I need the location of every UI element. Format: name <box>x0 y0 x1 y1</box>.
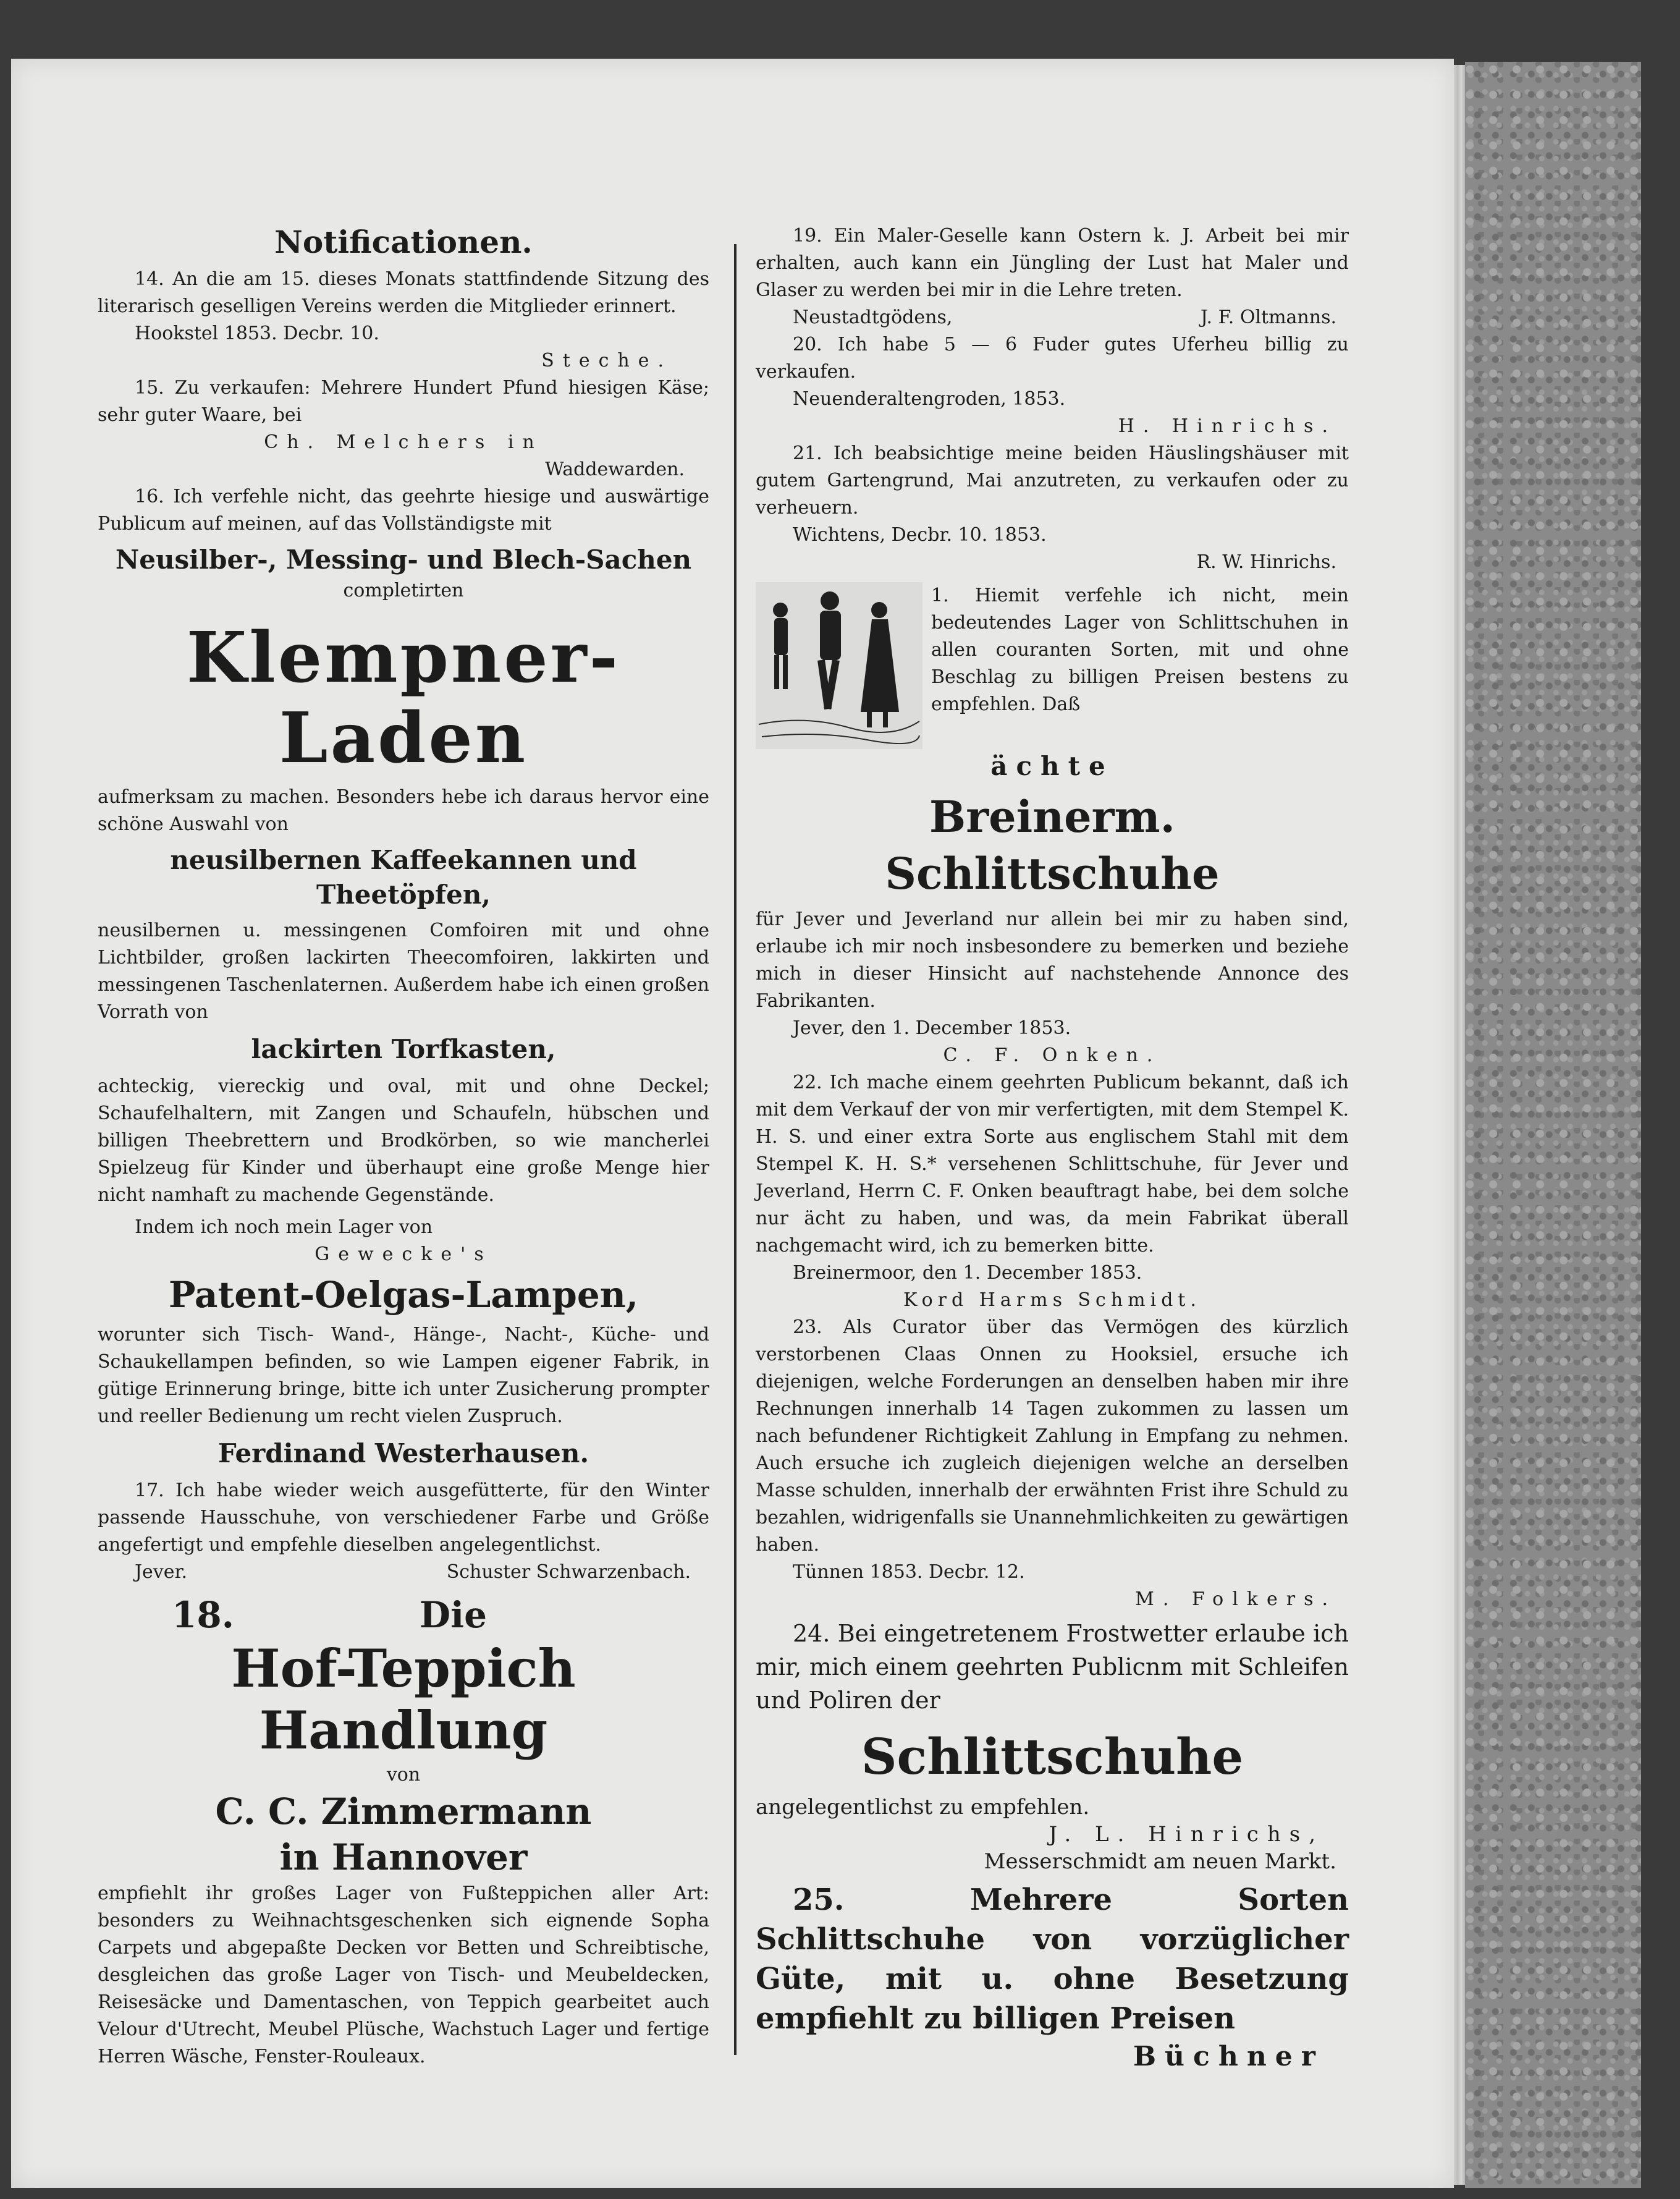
notice-19-signature: J. F. Oltmanns. <box>1200 307 1336 328</box>
notice-21-signature: R. W. Hinrichs. <box>1196 551 1336 573</box>
notice-16-goods-heading: Neusilber-, Messing- und Blech-Sachen <box>115 544 692 575</box>
notice-18-header <box>98 1592 709 1638</box>
notice-16-gewecke: Gewecke's <box>314 1244 492 1265</box>
book-cover-board <box>1465 62 1641 2188</box>
notice-22-text: 22. Ich mache einem geehrten Publicum bekannt, daß ich mit dem Verkauf der von mir verfertigten, mit dem Stempel K. H. S. und einer extra Sorte aus englischem Stahl mit dem Stempel K. H. S.* versehenen Schlittschuhe, für Jever und Jeverland, Herrn C. F. Onken beauftragt habe, bei dem solche nur ächt zu haben, und was, da mein Fabrikat überall nachgemacht wird, ich zu bemerken bitte. <box>756 1072 1349 1256</box>
notice-24-title: Messerschmidt am neuen Markt. <box>984 1849 1336 1874</box>
notice-21 <box>756 440 1349 576</box>
notice-16-intro: 16. Ich verfehle nicht, das geehrte hiesige und auswärtige Publicum auf meinen, auf das Vollständigste mit <box>98 486 709 535</box>
notice-16-p2: neusilbernen u. messingenen Comfoiren mit und ohne Lichtbilder, großen lackirten Theecomfoiren, lakkirten und messingenen Taschenlaternen. Außerdem habe ich einen großen Vorrath von <box>98 920 709 1023</box>
notice-24-text: 24. Bei eingetretenem Frostwetter erlaube ich mir, mich einem geehrten Publicnm mit Schleifen und Poliren der <box>756 1620 1349 1714</box>
notice-24-signature: J. L. Hinrichs, <box>1049 1822 1324 1847</box>
notice-19-text: 19. Ein Maler-Geselle kann Ostern k. J. Arbeit bei mir erhalten, auch kann ein Jüngling der Lust hat Maler und Glaser zu werden bei mir in die Lehre treten. <box>756 225 1349 301</box>
notice-22-signature: Kord Harms Schmidt. <box>903 1289 1202 1311</box>
notice-15 <box>98 375 709 483</box>
notice-18-text: empfiehlt ihr großes Lager von Fußteppichen aller Art: besonders zu Weihnachtsgeschenken sich eignende Sopha Carpets und abgepaßte Decken vor Betten und Schreibtische, desgleichen das große Lager von Tisch- und Meubeldecken, Reisesäcke und Damentaschen, von Teppich gearbeitet auch Velour d'Utrecht, Meubel Plüsche, Wachstuch Lager und fertige Herren Wäsche, Fenster-Rouleaux. <box>98 1883 709 2067</box>
torfkasten-heading: lackirten Torfkasten, <box>251 1034 556 1064</box>
notice-23 <box>756 1314 1349 1613</box>
notice-15-signature: Ch. Melchers in <box>264 431 543 453</box>
notice-21-text: 21. Ich beabsichtige meine beiden Häuslingshäuser mit gutem Gartengrund, Mai anzutreten, zu verkaufen oder zu verheuern. <box>756 443 1349 519</box>
notice-20-signature: H. Hinrichs. <box>1118 415 1336 437</box>
notice-22 <box>756 1069 1349 1314</box>
notice-24 <box>756 1617 1349 1875</box>
notice-23-text: 23. Als Curator über das Vermögen des kürzlich verstorbenen Claas Onnen zu Hooksiel, ersuche ich diejenigen, welche Forderungen an denselben haben mir ihre Rechnungen innerhalb 14 Tagen zukommen zu lassen um nach befundener Richtigkeit Zahlung in Empfang zu nehmen. Auch ersuche ich zugleich diejenigen welche an derselben Masse schulden, innerhalb der erwähnten Frist ihre Schuld zu bezahlen, widrigenfalls sie Unannehmlichkeiten zu gewärtigen haben. <box>756 1316 1349 1556</box>
notice-24-text2: angelegentlichst zu empfehlen. <box>756 1795 1090 1820</box>
notice-17-signature: Schuster Schwarzenbach. <box>446 1561 691 1583</box>
notice-18-city: in Hannover <box>279 1836 528 1878</box>
hof-teppich-heading: Hof-Teppich Handlung <box>231 1638 576 1761</box>
notice-15-place: Waddewarden. <box>545 459 685 480</box>
section-heading: Notificationen. <box>274 224 533 260</box>
notice-25 <box>756 1880 1349 2075</box>
notice-18 <box>98 1592 709 2070</box>
notice-25-signature: Büchner <box>1133 2041 1324 2072</box>
notice-14-signature: Steche. <box>541 350 672 371</box>
notice-16-completirten: completirten <box>343 580 464 601</box>
notice-19-place: Neustadtgödens, <box>793 307 953 328</box>
notice-25-text: 25. Mehrere Sorten Schlittschuhe von vorzüglicher Güte, mit u. ohne Besetzung empfiehlt zu billigen Preisen <box>756 1883 1349 2036</box>
newspaper-page <box>11 59 1454 2188</box>
notice-17-place: Jever. <box>135 1561 188 1583</box>
notice-21-place-date: Wichtens, Decbr. 10. 1853. <box>793 524 1047 546</box>
notice-18-von: von <box>386 1764 421 1786</box>
notice-22-place-date: Breinermoor, den 1. December 1853. <box>793 1262 1142 1284</box>
notice-23-place-date: Tünnen 1853. Decbr. 12. <box>793 1561 1025 1583</box>
notice-20 <box>756 331 1349 440</box>
schlittschuhe-heading: Schlittschuhe <box>861 1727 1244 1786</box>
notice-20-place-date: Neuenderaltengroden, 1853. <box>793 388 1066 410</box>
notice-1-figure-row <box>756 582 1349 749</box>
notice-1-place-date: Jever, den 1. December 1853. <box>793 1017 1071 1039</box>
notice-1-signature: C. F. Onken. <box>943 1044 1162 1066</box>
notice-14 <box>98 266 709 375</box>
kaffeekannen-heading: neusilbernen Kaffeekannen und Theetöpfen, <box>170 845 637 910</box>
notice-1-text2: für Jever und Jeverland nur allein bei mir zu haben sind, erlaube ich mir noch insbesondere zu bemerken und beziehe mich in dieser Hinsicht auf nachstehende Annonce des Fabrikanten. <box>756 909 1349 1012</box>
klempner-laden-heading: Klempner-Laden <box>186 617 621 779</box>
notice-16-p4: Indem ich noch mein Lager von <box>135 1216 433 1238</box>
notice-16-signature: Ferdinand Westerhausen. <box>217 1438 589 1468</box>
breinerm-heading: Breinerm. Schlittschuhe <box>885 791 1220 899</box>
notice-15-text: 15. Zu verkaufen: Mehrere Hundert Pfund hiesigen Käse; sehr guter Waare, bei <box>98 377 709 426</box>
lampen-heading: Patent-Oelgas-Lampen, <box>168 1274 639 1316</box>
notice-19-footer <box>756 304 1349 331</box>
notice-1-text: 1. Hiemit verfehle ich nicht, mein bedeutendes Lager von Schlittschuhen in allen couranten Sorten, mit und ohne Beschlag zu billigen Preisen bestens zu empfehlen. Daß <box>931 585 1349 715</box>
notice-16 <box>98 483 709 1471</box>
notice-14-text: 14. An die am 15. dieses Monats stattfindende Sitzung des literarisch geselligen Vereins werden die Mitglieder erinnert. <box>98 268 709 317</box>
notice-17 <box>98 1477 709 1586</box>
notice-18-firm: C. C. Zimmermann <box>215 1790 592 1833</box>
notice-17-footer <box>98 1559 709 1586</box>
notice-18-die: Die <box>419 1594 487 1636</box>
notice-1-aechte: ächte <box>990 751 1114 781</box>
notice-18-number: 18. <box>172 1594 234 1636</box>
notice-17-text: 17. Ich habe wieder weich ausgefütterte, für den Winter passende Hausschuhe, von verschiedener Farbe und Größe angefertigt und empfehle dieselben angelegentlichst. <box>98 1480 709 1556</box>
notice-16-p3: achteckig, viereckig und oval, mit und ohne Deckel; Schaufelhaltern, mit Zangen und Schaufeln, hübschen und billigen Theebrettern und Brodkörben, so wie mancherlei Spielzeug für Kinder und überhaupt eine große Menge hier nicht namhaft zu machende Gegenstände. <box>98 1075 709 1206</box>
notice-16-p1: aufmerksam zu machen. Besonders hebe ich daraus hervor eine schöne Auswahl von <box>98 786 709 835</box>
left-column <box>98 222 709 2070</box>
notice-16-p5: worunter sich Tisch- Wand-, Hänge-, Nacht-, Küche- und Schaukellampen befinden, so wie Lampen eigener Fabrik, in gütige Erinnerung bringe, bitte ich unter Zusicherung prompter und reeller Bedienung um recht vielen Zuspruch. <box>98 1324 709 1427</box>
notice-20-text: 20. Ich habe 5 — 6 Fuder gutes Uferheu billig zu verkaufen. <box>756 334 1349 383</box>
skaters-illustration <box>756 582 922 749</box>
page-edge <box>1454 65 1465 2185</box>
notice-23-signature: M. Folkers. <box>1135 1588 1336 1610</box>
column-divider <box>734 244 737 2055</box>
notice-14-place-date: Hookstel 1853. Decbr. 10. <box>135 323 379 344</box>
right-column <box>756 222 1349 2075</box>
notice-1 <box>756 582 1349 1069</box>
notice-19 <box>756 222 1349 331</box>
